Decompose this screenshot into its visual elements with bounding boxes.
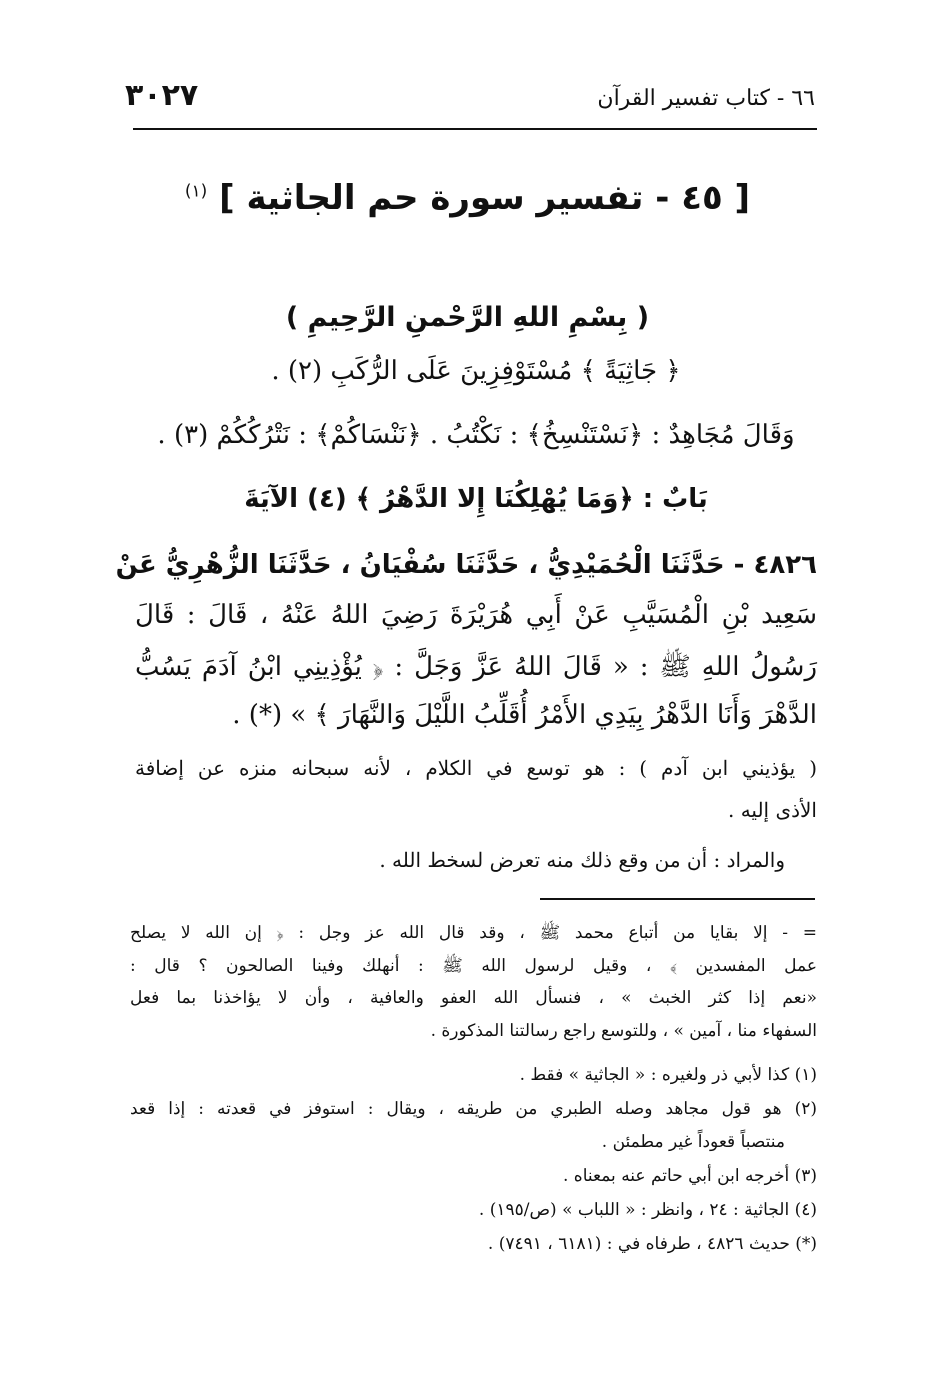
verse-line: ﴿ جَاثِيَةً ﴾ مُسْتَوْفِزِينَ عَلَى الرُّكَبِ (٢) . — [271, 356, 681, 386]
chapter-title — [130, 178, 805, 218]
header-divider — [133, 128, 817, 130]
footnote-line: (١) كذا لأبي ذر ولغيره : « الجاثية » فقط . — [519, 1065, 817, 1085]
footnote-line: عمل المفسدين ﴾ ، وقيل لرسول الله ﷺ : أنهلك وفينا الصالحون ؟ قال : — [130, 956, 817, 976]
page-number: ٣٠٢٧ — [125, 78, 199, 113]
hadith-line: ٤٨٢٦ - حَدَّثَنَا الْحُمَيْدِيُّ ، حَدَّثَنَا سُفْيَانُ ، حَدَّثَنَا الزُّهْرِيُّ عَنْ — [115, 550, 817, 580]
footnote-line: السفهاء منا ، آمين » ، وللتوسع راجع رسالتنا المذكورة . — [430, 1021, 817, 1041]
running-title: ٦٦ - كتاب تفسير القرآن — [597, 86, 815, 111]
hadith-line: الدَّهْرَ وَأَنَا الدَّهْرُ بِيَدِي الأَمْرُ أُقَلِّبُ اللَّيْلَ وَالنَّهَارَ ﴾ » (*) . — [232, 700, 817, 730]
footnote-line: (٣) أخرجه ابن أبي حاتم عنه بمعناه . — [563, 1166, 817, 1186]
hadith-line: رَسُولُ اللهِ ﷺ : « قَالَ اللهُ عَزَّ وَجَلَّ : ﴿ يُؤْذِينِي ابْنُ آدَمَ يَسُبُّ — [135, 652, 817, 682]
bab-heading: بَابٌ : ﴿وَمَا يُهْلِكُنَا إِلا الدَّهْرُ ﴾ (٤) الآيَةَ — [244, 484, 708, 514]
hadith-line: سَعِيد بْنِ الْمُسَيَّبِ عَنْ أَبِي هُرَيْرَةَ رَضِيَ اللهُ عَنْهُ ، قَالَ : قَالَ — [135, 600, 817, 630]
commentary-line: ( يؤذيني ابن آدم ) : هو توسع في الكلام ، لأنه سبحانه منزه عن إضافة — [135, 756, 817, 780]
footnote-divider — [540, 898, 815, 900]
footnote-line: «نعم إذا كثر الخبث » ، فنسأل الله العفو والعافية ، وأن لا يؤاخذنا بما فعل — [130, 988, 817, 1008]
mujahid-line: وَقَالَ مُجَاهِدٌ : ﴿نَسْتَنْسِخُ﴾ : نَكْتُبُ . ﴿نَنْسَاكُمْ﴾ : نَتْرُكُكُمْ (٣) . — [157, 420, 795, 450]
basmala: ( بِسْمِ اللهِ الرَّحْمنِ الرَّحِيمِ ) — [285, 302, 650, 333]
footnote-line: (*) حديث ٤٨٢٦ ، طرفاه في : (٦١٨١ ، ٧٤٩١) . — [487, 1234, 817, 1254]
chapter-title-note-ref: (١) — [184, 181, 208, 202]
chapter-title-text: [ ٤٥ - تفسير سورة حم الجاثية ] — [219, 178, 751, 218]
commentary-line: والمراد : أن من وقع ذلك منه تعرض لسخط الله . — [379, 848, 785, 872]
footnote-line: (٤) الجاثية : ٢٤ ، وانظر : « اللباب » (ص/١٩٥) . — [478, 1200, 817, 1220]
footnote-line: = - إلا بقايا من أتباع محمد ﷺ ، وقد قال الله عز وجل : ﴿ إن الله لا يصلح — [130, 923, 817, 943]
commentary-line: الأذى إليه . — [727, 798, 817, 822]
footnote-line: (٢) هو قول مجاهد وصله الطبري من طريقه ، ويقال : استوفز في قعدته : إذا قعد — [130, 1099, 817, 1119]
footnote-line: منتصباً قعوداً غير مطمئن . — [601, 1132, 785, 1152]
